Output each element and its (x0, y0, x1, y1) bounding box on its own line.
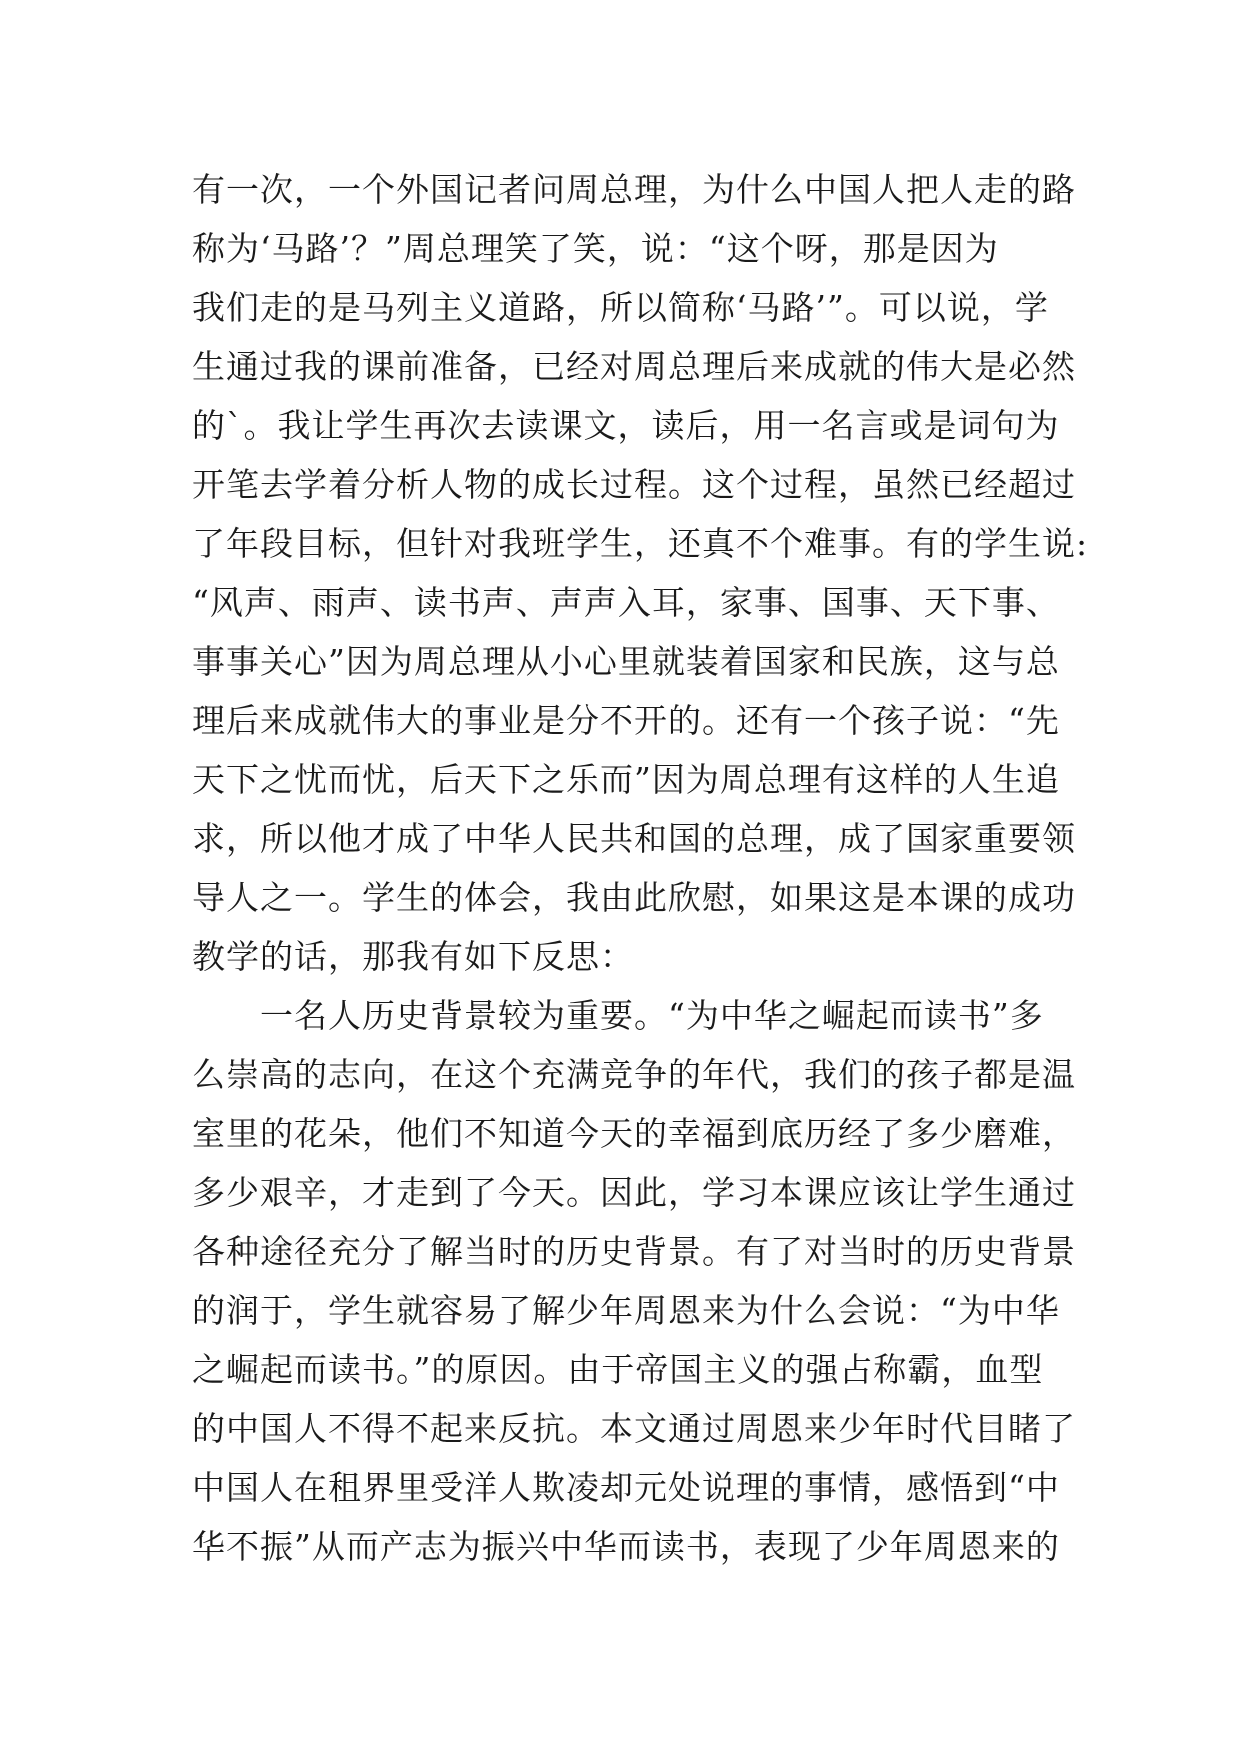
text-line: 教学的话，那我有如下反思： (192, 937, 634, 976)
text-line: 天下之忧而忧，后天下之乐而”因为周总理有这样的人生追 (192, 760, 1060, 799)
text-line: 开笔去学着分析人物的成长过程。这个过程，虽然已经超过 (192, 465, 1076, 504)
text-line: 生通过我的课前准备，已经对周总理后来成就的伟大是必然 (192, 347, 1076, 386)
text-line: 么崇高的志向，在这个充满竞争的年代，我们的孩子都是温 (192, 1055, 1076, 1094)
text-line: 理后来成就伟大的事业是分不开的。还有一个孩子说：“先 (192, 701, 1060, 740)
text-line: 各种途径充分了解当时的历史背景。有了对当时的历史背景 (192, 1232, 1076, 1271)
text-line: 一名人历史背景较为重要。“为中华之崛起而读书”多 (192, 996, 1044, 1035)
document-body (192, 160, 1089, 1576)
text-line: 中国人在租界里受洋人欺凌却元处说理的事情，感悟到“中 (192, 1468, 1060, 1507)
text-line: 华不振”从而产志为振兴中华而读书，表现了少年周恩来的 (192, 1527, 1060, 1566)
text-line: 室里的花朵，他们不知道今天的幸福到底历经了多少磨难， (192, 1114, 1076, 1153)
text-line: 导人之一。学生的体会，我由此欣慰，如果这是本课的成功 (192, 878, 1076, 917)
text-line: 事事关心”因为周总理从小心里就装着国家和民族，这与总 (192, 642, 1060, 681)
text-line: 称为‘马路’？”周总理笑了笑，说：“这个呀，那是因为 (192, 229, 999, 268)
text-line: 的润于，学生就容易了解少年周恩来为什么会说：“为中华 (192, 1291, 1060, 1330)
text-line: 求，所以他才成了中华人民共和国的总理，成了国家重要领 (192, 819, 1076, 858)
text-line: 我们走的是马列主义道路，所以简称‘马路’”。可以说，学 (192, 288, 1049, 327)
text-line: 之崛起而读书。”的原因。由于帝国主义的强占称霸，血型 (192, 1350, 1044, 1389)
text-line: 了年段目标，但针对我班学生，还真不个难事。有的学生说: (192, 524, 1089, 563)
text-line: 有一次，一个外国记者问周总理，为什么中国人把人走的路 (192, 170, 1076, 209)
text-line: 的中国人不得不起来反抗。本文通过周恩来少年时代目睹了 (192, 1409, 1076, 1448)
text-line: 的`。我让学生再次去读课文，读后，用一名言或是词句为 (192, 406, 1060, 445)
text-line: “风声、雨声、读书声、声声入耳，家事、国事、天下事、 (192, 583, 1060, 622)
text-line: 多少艰辛，才走到了今天。因此，学习本课应该让学生通过 (192, 1173, 1076, 1212)
